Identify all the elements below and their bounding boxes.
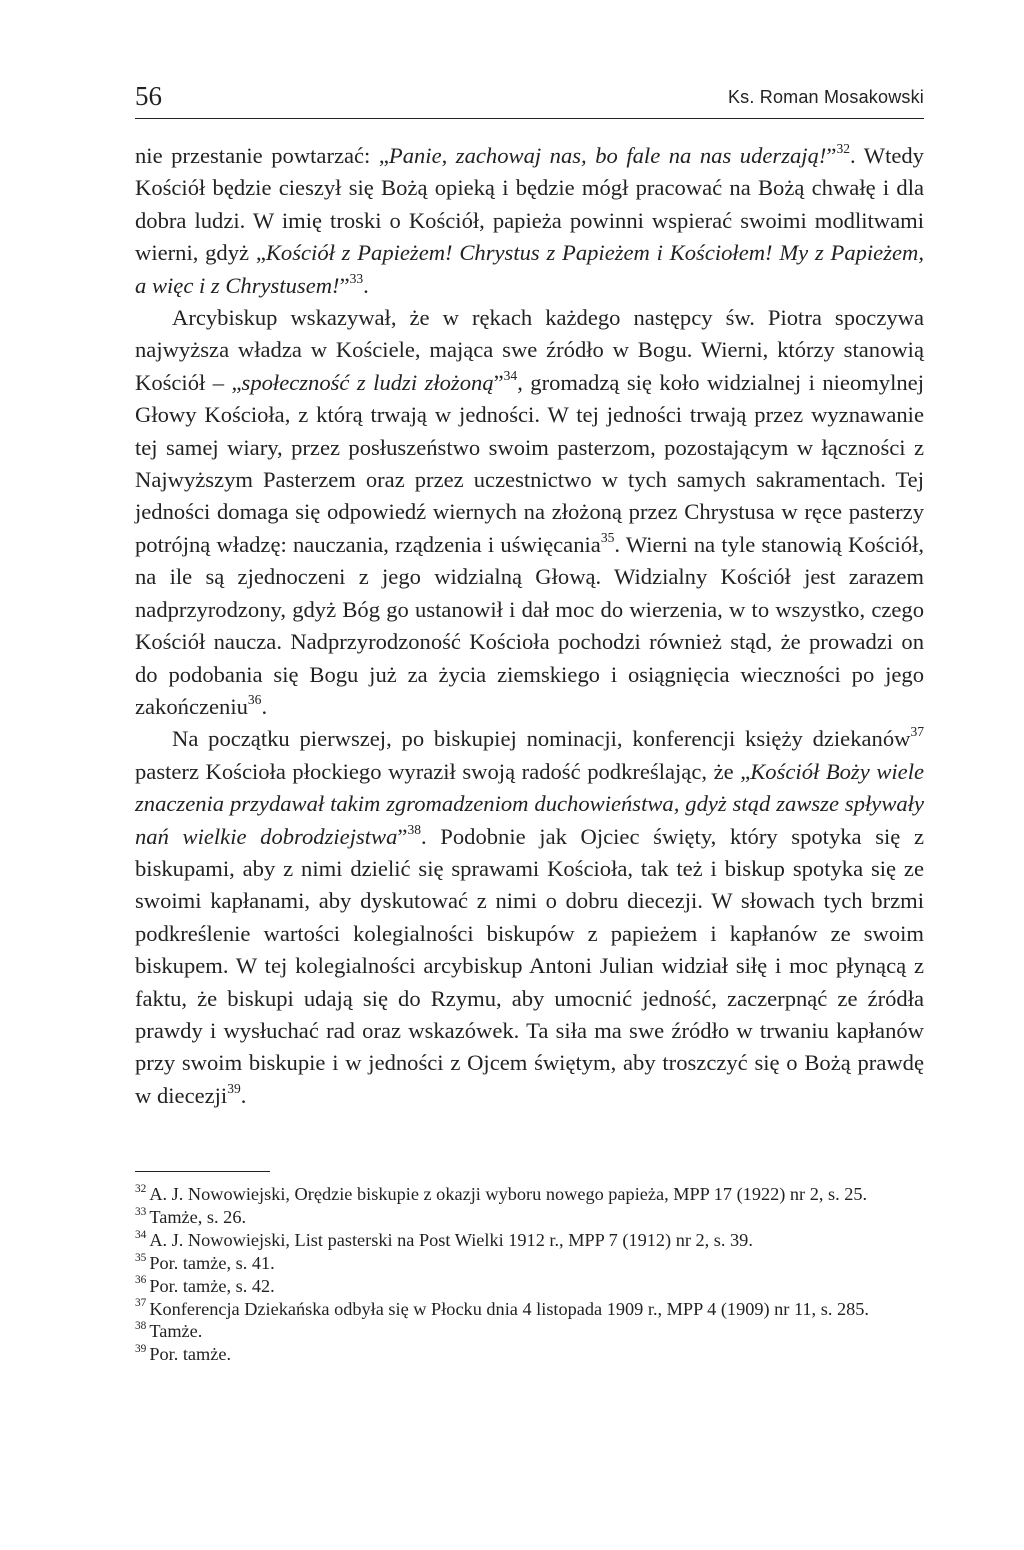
footnotes	[135, 1183, 924, 1366]
text-run: ”	[397, 823, 408, 849]
footnote-number: 35	[135, 1251, 147, 1264]
quotation-italic: społeczność z ludzi złożoną	[241, 369, 494, 395]
running-head-author: Ks. Roman Mosakowski	[727, 87, 924, 107]
footnote-number: 34	[135, 1228, 147, 1241]
footnote-number: 36	[135, 1274, 147, 1287]
footnote-ref: 34	[503, 367, 518, 383]
footnote-number: 32	[135, 1182, 147, 1195]
footnote	[135, 1343, 924, 1366]
text-run: ”	[493, 369, 504, 395]
quotation-italic: Kościół z Papieżem! Chrystus z Papieżem i Kościołem! My z Papieżem, a więc i z Chrystusem!	[135, 240, 924, 298]
footnote-ref: 37	[910, 724, 924, 740]
footnote-number: 33	[135, 1205, 147, 1218]
text-run: .	[240, 1082, 247, 1108]
page-number: 56	[135, 81, 162, 111]
paragraph	[135, 723, 924, 1112]
footnote-text: Tamże.	[149, 1321, 203, 1342]
footnote-text: Por. tamże.	[149, 1344, 232, 1365]
quotation-italic: Kościół Boży wiele znaczenia przydawał takim zgromadzeniom duchowieństwa, gdyż stąd zawsze spływały nań wielkie dobrodziejstwa	[135, 758, 925, 849]
footnote	[135, 1320, 924, 1343]
text-run: .	[363, 272, 369, 298]
footnote-ref: 32	[836, 141, 850, 157]
paragraph	[135, 140, 924, 302]
text-run: ”	[339, 272, 350, 298]
footnote-ref: 35	[600, 530, 615, 545]
paragraph	[135, 302, 924, 723]
footnote-ref: 33	[349, 270, 364, 286]
text-run: . Wierni na tyle stanowią Kościół, na ile są zjednoczeni z jego widzialną Głową. Widzialny Kościół jest zarazem nadprzyrodzony, gdyż Bóg go ustanowił i dał moc do wierzenia, w to wszystko, czego Kościół naucza. Nadprzyrodzoność Kościoła pochodzi również stąd, że prowadzi on do podobania się Bogu już za życia ziemskiego i osiągnięcia wieczności po jego zakończeniu	[135, 531, 924, 719]
text-run: nie przestanie powtarzać: „	[135, 143, 389, 168]
footnote	[135, 1298, 924, 1321]
text-run: ”	[826, 143, 837, 168]
text-run: . Podobnie jak Ojciec święty, który spotyka się z biskupami, aby z nimi dzielić się sprawami Kościoła, tak też i biskup spotyka się ze swoimi kapłanami, aby dyskutować z nimi o dobru diecezji. W słowach tych brzmi podkreślenie wartości kolegialności biskupów z papieżem i kapłanów ze swoim biskupem. W tej kolegialności arcybiskup Antoni Julian widział siłę i moc płynącą z faktu, że biskupi udają się do Rzymu, aby umocnić jedność, zaczerpnąć ze źródła prawdy i wysłuchać rad oraz wskazówek. Ta siła ma swe źródło w trwaniu kapłanów przy swoim biskupie i w jedności z Ojcem świętym, aby troszczyć się o Bożą prawdę w diecezji	[135, 823, 924, 1108]
footnote-ref: 38	[407, 821, 421, 837]
footnote-text: Tamże, s. 26.	[149, 1206, 247, 1227]
footnote-ref: 36	[247, 692, 262, 708]
text-run: pasterz Kościoła płockiego wyraził swoją radość podkreślając, że „	[135, 758, 751, 784]
footnote	[135, 1275, 924, 1298]
quotation-italic: Panie, zachowaj nas, bo fale na nas uderzają!	[388, 143, 827, 168]
text-run: , gromadzą się koło widzialnej i nieomylnej Głowy Kościoła, z którą trwają w jedności. W tej jedności trwają przez wyznawanie tej samej wiary, przez posłuszeństwo swoim pasterzom, pozostającym w łączności z Najwyższym Pasterzem oraz przez uczestnictwo w tych samych sakramentach. Tej jedności domaga się odpowiedź wiernych na złożoną przez Chrystusa w ręce pasterzy potrójną władzę: nauczania, rządzenia i uświęcania	[135, 369, 924, 557]
footnote-text: Por. tamże, s. 42.	[149, 1275, 275, 1296]
footnote-text: A. J. Nowowiejski, Orędzie biskupie z okazji wyboru nowego papieża, MPP 17 (1922) nr 2, s. 25.	[149, 1184, 868, 1204]
text-run: Arcybiskup wskazywał, że w rękach każdego następcy św. Piotra spoczywa najwyższa władza w Kościele, mająca swe źródło w Bogu. Wierni, którzy stanowią Kościół – „	[135, 305, 924, 395]
header-rule	[135, 118, 924, 119]
footnote-ref: 39	[227, 1080, 241, 1096]
body-text	[135, 140, 924, 1112]
page-header	[135, 78, 924, 118]
footnote-separator	[135, 1171, 270, 1172]
footnote-text: Konferencja Dziekańska odbyła się w Płocku dnia 4 listopada 1909 r., MPP 4 (1909) nr 11, s. 285.	[149, 1298, 869, 1319]
footnote-number: 38	[135, 1320, 147, 1333]
text-run: Na początku pierwszej, po biskupiej nominacji, konferencji księży dziekanów	[172, 726, 911, 752]
footnote-number: 37	[135, 1297, 147, 1310]
footnote	[135, 1252, 924, 1275]
footnote-number: 39	[135, 1343, 147, 1356]
footnote	[135, 1183, 924, 1206]
footnote-text: A. J. Nowowiejski, List pasterski na Post Wielki 1912 r., MPP 7 (1912) nr 2, s. 39.	[149, 1229, 753, 1250]
footnote	[135, 1206, 924, 1229]
footnote	[135, 1229, 924, 1252]
text-run: . Wtedy Kościół będzie cieszył się Bożą opieką i będzie mógł pracować na Bożą chwałę i dla dobra ludzi. W imię troski o Kościół, papieża powinni wspierać swoimi modlitwami wierni, gdyż „	[135, 143, 924, 266]
footnote-text: Por. tamże, s. 41.	[149, 1252, 275, 1273]
text-run: .	[261, 693, 268, 719]
